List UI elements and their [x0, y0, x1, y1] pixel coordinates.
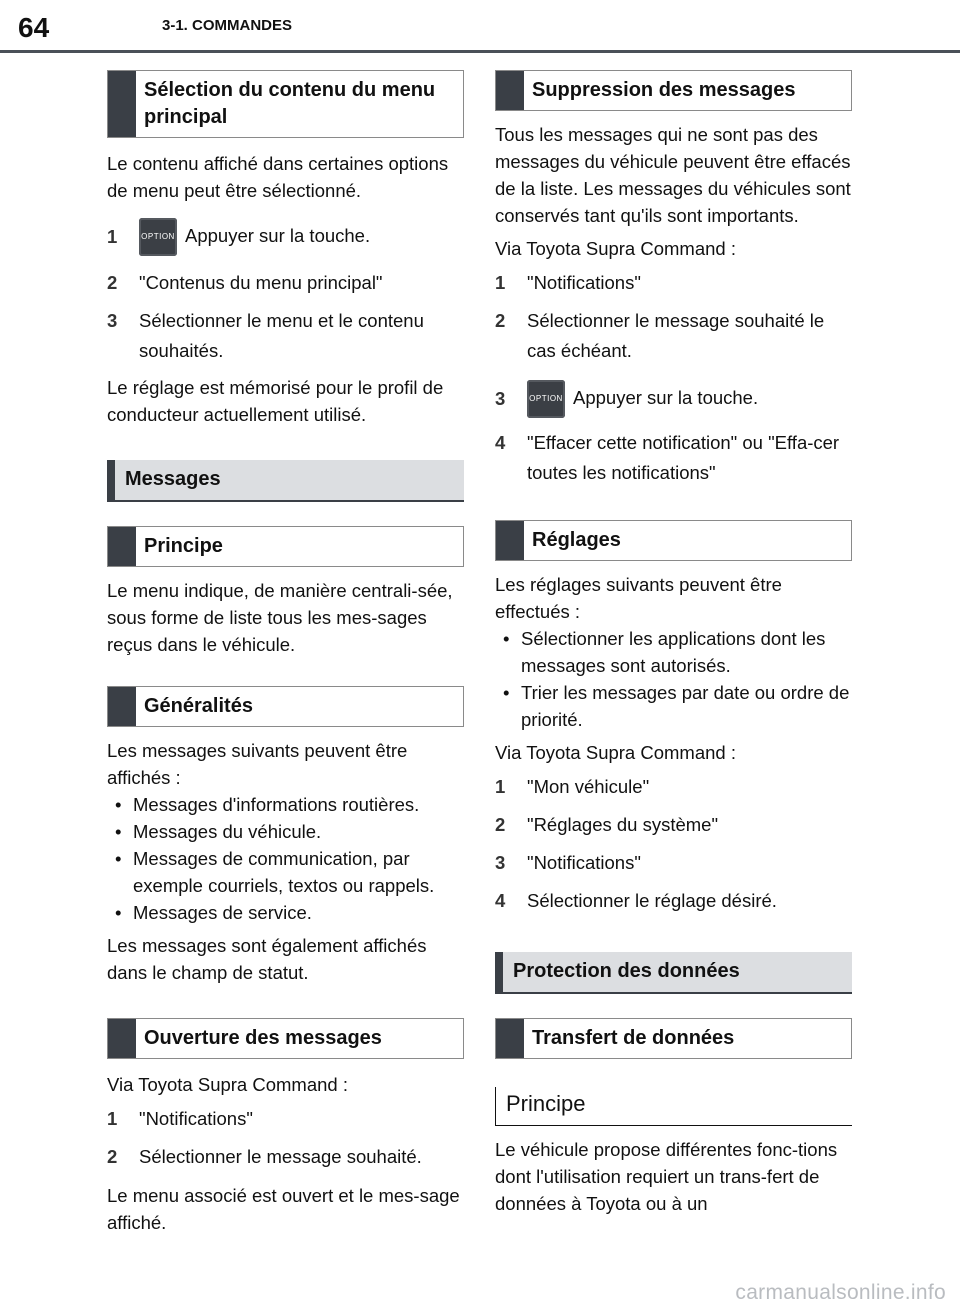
step-text: Sélectionner le réglage désiré.: [527, 890, 777, 911]
bullet-list: [495, 625, 852, 733]
step-item: [495, 810, 852, 840]
step-text: Sélectionner le menu et le contenu souhaités.: [139, 310, 424, 361]
step-text: Appuyer sur la touche.: [573, 386, 759, 408]
paragraph: Les messages sont également affichés dans le champ de statut.: [107, 935, 427, 983]
paragraph: Le réglage est mémorisé pour le profil de conducteur actuellement utilisé.: [107, 377, 444, 425]
header-divider: [0, 50, 960, 53]
right-column: [495, 70, 852, 1217]
paragraph: Les réglages suivants peuvent être effectués :: [495, 574, 782, 622]
step-item: [495, 306, 852, 366]
subheading-principe: Principe: [495, 1087, 852, 1126]
heading-box-reglages: Réglages: [495, 520, 852, 561]
step-number: 3: [495, 388, 506, 409]
list-item: • Trier les messages par date ou ordre de priorité.: [495, 679, 852, 733]
heading-box-ouverture: Ouverture des messages: [107, 1018, 464, 1059]
step-text: Sélectionner le message souhaité.: [139, 1146, 422, 1167]
heading-box-principe: Principe: [107, 526, 464, 567]
list-item: • Sélectionner les applications dont les messages sont autorisés.: [495, 625, 852, 679]
step-text: "Notifications": [139, 1108, 253, 1129]
step-number: 3: [107, 310, 118, 331]
list-item: • Messages du véhicule.: [107, 818, 464, 845]
heading-box-generalites: Généralités: [107, 686, 464, 727]
step-number: 4: [495, 890, 506, 911]
paragraph: Le menu indique, de manière centrali-sée, sous forme de liste tous les mes-sages reçus dans le véhicule.: [107, 580, 453, 655]
paragraph: Le contenu affiché dans certaines options de menu peut être sélectionné.: [107, 153, 449, 201]
step-item: [107, 1142, 464, 1172]
step-text: "Effacer cette notification" ou "Effa-cer toutes les notifications": [527, 432, 840, 483]
step-number: 4: [495, 432, 506, 453]
section-heading-protection: Protection des données: [495, 952, 852, 994]
paragraph: Via Toyota Supra Command :: [495, 238, 736, 259]
option-button-icon: OPTION: [527, 380, 565, 418]
step-text: "Notifications": [527, 852, 641, 873]
paragraph: Via Toyota Supra Command :: [495, 742, 736, 763]
step-number: 2: [107, 1146, 118, 1167]
step-number: 1: [107, 1108, 118, 1129]
page-number: 64: [18, 12, 50, 43]
list-item: • Messages d'informations routières.: [107, 791, 464, 818]
step-number: 3: [495, 852, 506, 873]
step-item: [495, 772, 852, 802]
left-column: [107, 70, 464, 1236]
step-text: Sélectionner le message souhaité le cas échéant.: [527, 310, 825, 361]
step-item: [495, 428, 852, 488]
list-item: • Messages de communication, par exemple courriels, textos ou rappels.: [107, 845, 464, 899]
step-number: 2: [495, 310, 506, 331]
step-number: 1: [107, 226, 118, 247]
step-item: [107, 268, 464, 298]
paragraph: Via Toyota Supra Command :: [107, 1074, 348, 1095]
step-text: "Réglages du système": [527, 814, 719, 835]
option-button-icon: OPTION: [139, 218, 177, 256]
step-text: "Notifications": [527, 272, 641, 293]
bullet-list: [107, 791, 464, 926]
step-number: 2: [107, 272, 118, 293]
chapter-title: 3-1. COMMANDES: [162, 17, 293, 34]
paragraph: Les messages suivants peuvent être affichés :: [107, 740, 408, 788]
step-item: [495, 886, 852, 916]
heading-box-transfert: Transfert de données: [495, 1018, 852, 1059]
step-text: "Contenus du menu principal": [139, 272, 383, 293]
watermark: carmanualsonline.info: [735, 1281, 946, 1304]
step-number: 2: [495, 814, 506, 835]
step-item: [107, 306, 464, 366]
paragraph: Tous les messages qui ne sont pas des messages du véhicule peuvent être effacés de la liste. Les messages du véhicules sont conservés tant qu'ils sont importants.: [495, 124, 851, 226]
paragraph: Le véhicule propose différentes fonc-tions dont l'utilisation requiert un trans-fert de données à Toyota ou à un: [495, 1139, 838, 1214]
step-text: "Mon véhicule": [527, 776, 650, 797]
step-number: 1: [495, 272, 506, 293]
step-item: [107, 1104, 464, 1134]
heading-box-suppression: Suppression des messages: [495, 70, 852, 111]
step-number: 1: [495, 776, 506, 797]
step-item: [495, 268, 852, 298]
step-text: Appuyer sur la touche.: [185, 224, 371, 246]
heading-box-selection: Sélection du contenu du menu principal: [107, 70, 464, 138]
page-header: [0, 0, 960, 52]
section-heading-messages: Messages: [107, 460, 464, 502]
list-item: • Messages de service.: [107, 899, 464, 926]
step-item: [495, 848, 852, 878]
paragraph: Le menu associé est ouvert et le mes-sage affiché.: [107, 1185, 460, 1233]
step-item: [495, 380, 852, 418]
step-item: [107, 218, 464, 256]
